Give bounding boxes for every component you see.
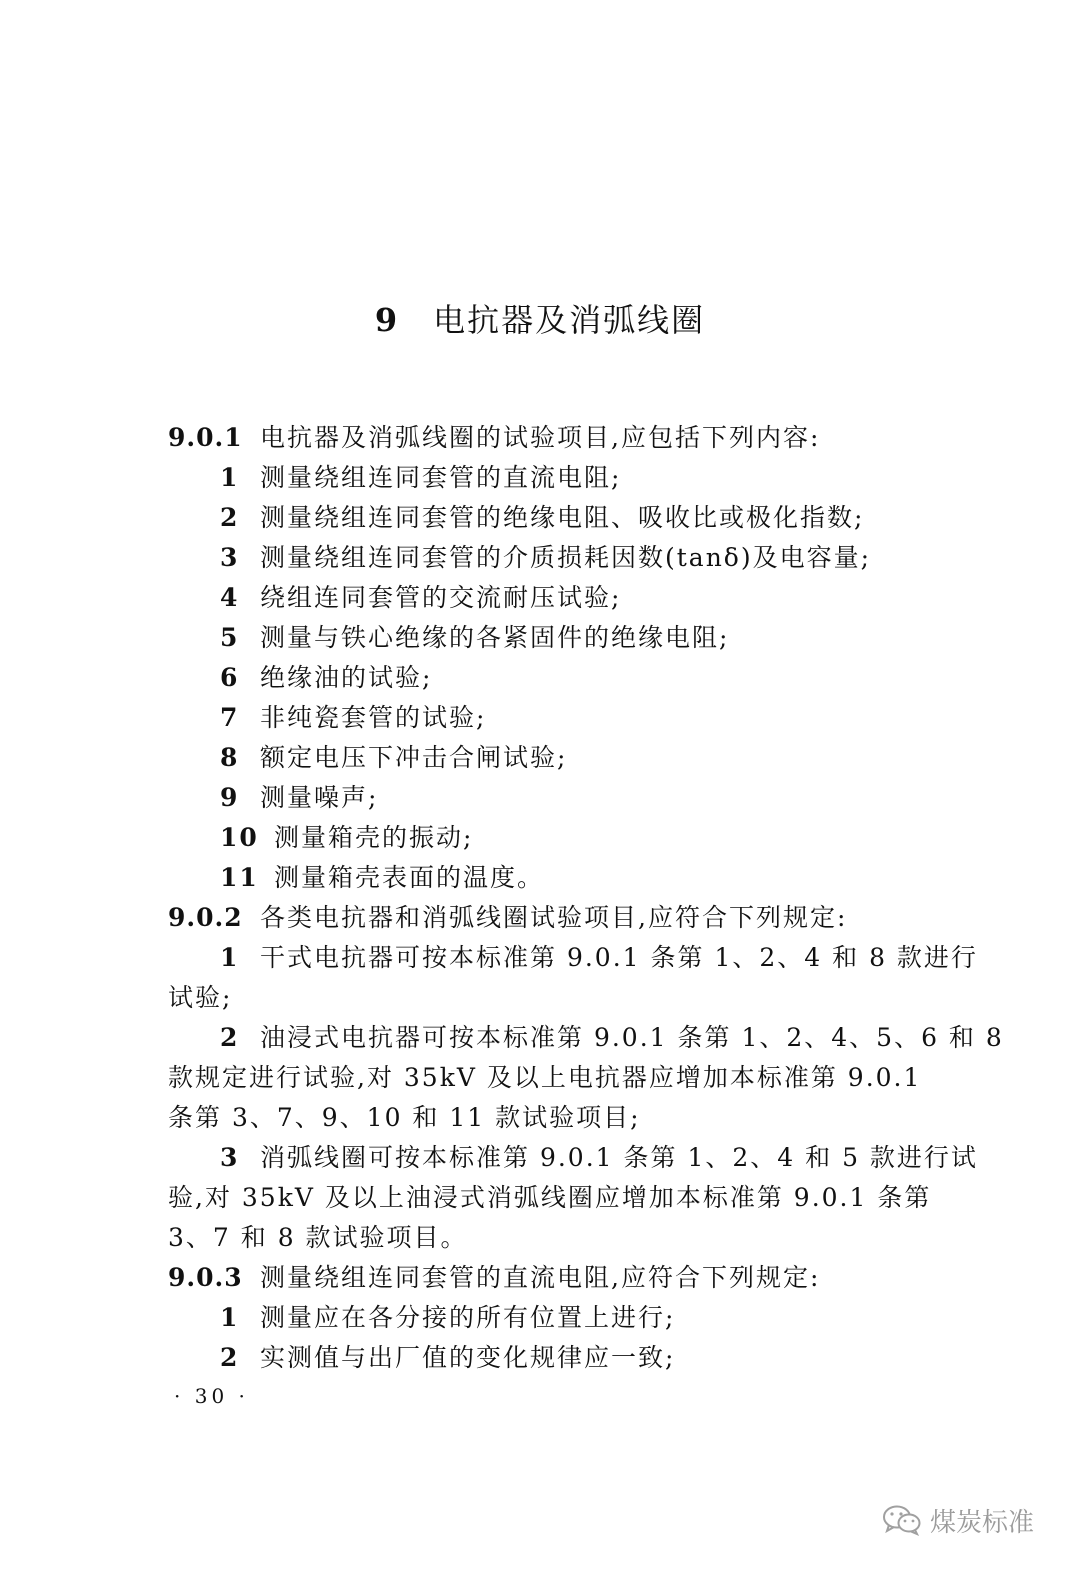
list-item xyxy=(168,1138,978,1178)
item-continuation: 验,对 35kV 及以上油浸式消弧线圈应增加本标准第 9.0.1 条第 xyxy=(168,1183,932,1212)
list-item xyxy=(168,458,910,498)
list-item xyxy=(168,778,910,818)
page-number: · 30 · xyxy=(174,1384,249,1408)
clause-text: 电抗器及消弧线圈的试验项目,应包括下列内容: xyxy=(260,423,821,452)
item-number: 2 xyxy=(220,1343,240,1372)
list-item xyxy=(168,538,910,578)
chapter-title-text: 电抗器及消弧线圈 xyxy=(433,301,706,339)
watermark-text: 煤炭标准 xyxy=(929,1507,1034,1538)
chapter-number: 9 xyxy=(374,301,400,339)
item-number: 1 xyxy=(220,1303,240,1332)
item-text: 实测值与出厂值的变化规律应一致; xyxy=(260,1343,676,1372)
item-text-line: 油浸式电抗器可按本标准第 9.0.1 条第 1、2、4、5、6 和 8 xyxy=(260,1023,1004,1052)
list-item xyxy=(168,1018,1004,1058)
item-text: 测量与铁心绝缘的各紧固件的绝缘电阻; xyxy=(260,623,730,652)
clause-number: 9.0.1 xyxy=(168,423,243,452)
item-continuation: 试验; xyxy=(168,983,233,1012)
item-text: 测量应在各分接的所有位置上进行; xyxy=(260,1303,676,1332)
item-text-line: 干式电抗器可按本标准第 9.0.1 条第 1、2、4 和 8 款进行 xyxy=(260,943,978,972)
list-item xyxy=(168,498,910,538)
item-number: 8 xyxy=(220,743,240,772)
list-item xyxy=(168,658,910,698)
item-text: 测量箱壳表面的温度。 xyxy=(274,863,545,892)
item-text: 测量绕组连同套管的绝缘电阻、吸收比或极化指数; xyxy=(260,503,865,532)
list-item xyxy=(168,818,910,858)
item-number: 10 xyxy=(220,823,259,852)
clause-heading xyxy=(168,1258,910,1298)
item-text: 测量噪声; xyxy=(260,783,379,812)
clause-number: 9.0.2 xyxy=(168,903,243,932)
clause-text: 测量绕组连同套管的直流电阻,应符合下列规定: xyxy=(260,1263,821,1292)
item-text: 绝缘油的试验; xyxy=(260,663,433,692)
item-number: 3 xyxy=(220,543,240,572)
item-number: 5 xyxy=(220,623,240,652)
item-continuation: 款规定进行试验,对 35kV 及以上电抗器应增加本标准第 9.0.1 xyxy=(168,1063,922,1092)
item-text: 额定电压下冲击合闸试验; xyxy=(260,743,568,772)
item-number: 1 xyxy=(220,463,240,492)
list-item xyxy=(168,858,910,898)
chapter-title xyxy=(0,298,1080,342)
item-text: 测量绕组连同套管的介质损耗因数(tanδ)及电容量; xyxy=(260,543,872,572)
clause-heading xyxy=(168,418,910,458)
list-item xyxy=(168,698,910,738)
clause-text: 各类电抗器和消弧线圈试验项目,应符合下列规定: xyxy=(260,903,848,932)
watermark xyxy=(882,1500,1034,1540)
item-number: 7 xyxy=(220,703,240,732)
list-item xyxy=(168,1298,910,1338)
item-continuation: 3、7 和 8 款试验项目。 xyxy=(168,1223,468,1252)
item-text: 非纯瓷套管的试验; xyxy=(260,703,487,732)
item-number: 9 xyxy=(220,783,240,812)
item-number: 1 xyxy=(220,943,240,972)
list-item xyxy=(168,618,910,658)
list-item xyxy=(168,578,910,618)
item-number: 2 xyxy=(220,503,240,532)
item-number: 3 xyxy=(220,1143,240,1172)
clause-number: 9.0.3 xyxy=(168,1263,243,1292)
item-text: 绕组连同套管的交流耐压试验; xyxy=(260,583,622,612)
item-number: 4 xyxy=(220,583,240,612)
item-text: 测量绕组连同套管的直流电阻; xyxy=(260,463,622,492)
item-number: 6 xyxy=(220,663,240,692)
list-item xyxy=(168,938,978,978)
wechat-icon xyxy=(882,1504,922,1536)
list-item xyxy=(168,1338,910,1378)
item-number: 11 xyxy=(220,863,259,892)
item-text-line: 消弧线圈可按本标准第 9.0.1 条第 1、2、4 和 5 款进行试 xyxy=(260,1143,978,1172)
item-number: 2 xyxy=(220,1023,240,1052)
clause-heading xyxy=(168,898,910,938)
document-body xyxy=(168,418,1004,1378)
item-continuation: 条第 3、7、9、10 和 11 款试验项目; xyxy=(168,1103,641,1132)
list-item xyxy=(168,738,910,778)
item-text: 测量箱壳的振动; xyxy=(274,823,474,852)
